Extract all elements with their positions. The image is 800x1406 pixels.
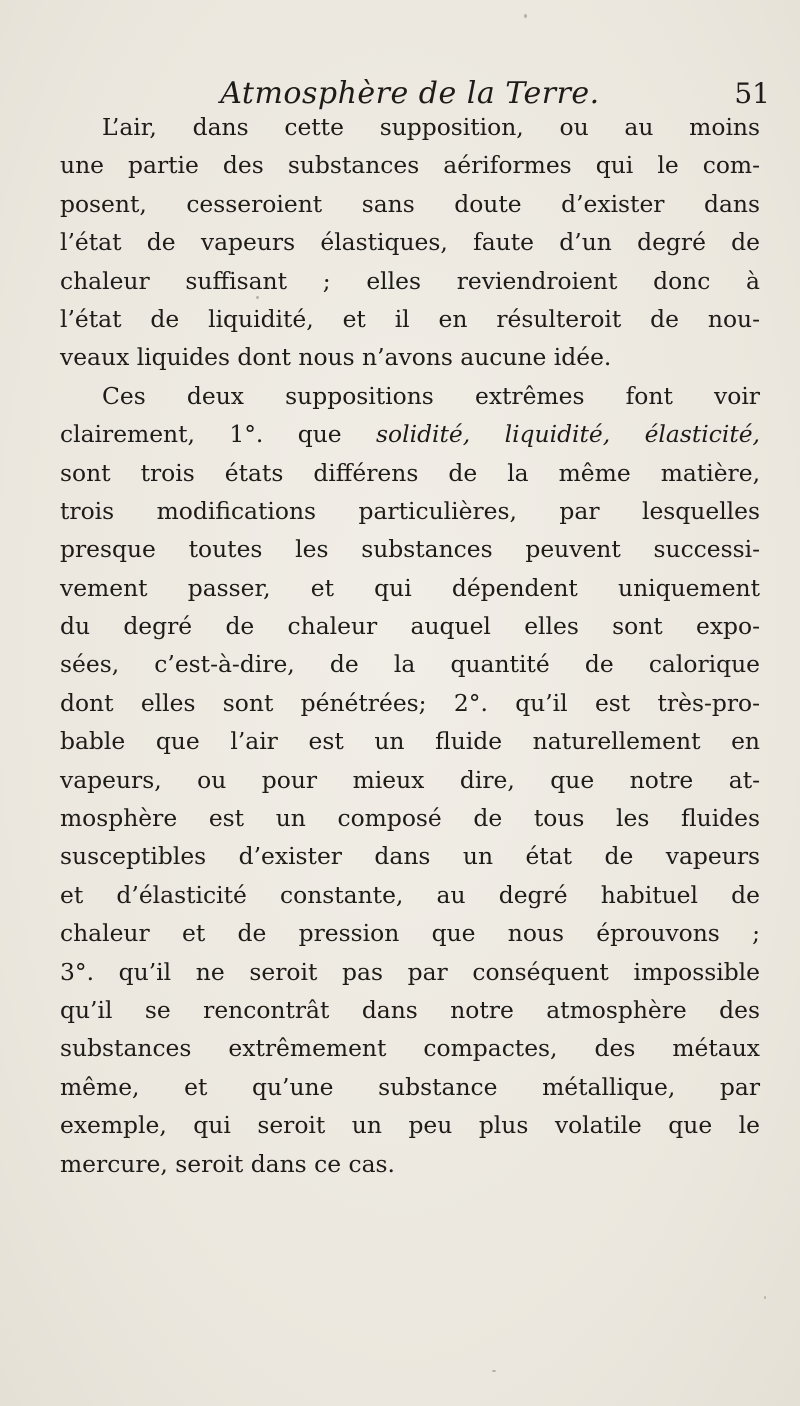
text-line: exemple, qui seroit un peu plus volatile que le <box>60 1111 760 1140</box>
paper-speck <box>524 14 527 18</box>
paper-speck <box>492 1370 496 1372</box>
text-line <box>60 415 760 453</box>
text-line: vapeurs, ou pour mieux dire, que notre at- <box>60 765 760 794</box>
page-number: 51 <box>734 77 770 110</box>
text-line: bable que l’air est un fluide naturellement en <box>60 727 760 756</box>
text-line: sées, c’est-à-dire, de la quantité de calorique <box>60 650 760 679</box>
text-line: chaleur et de pression que nous éprouvons ; <box>60 919 760 948</box>
text-line: chaleur suffisant ; elles reviendroient donc à <box>60 266 760 295</box>
text-line: qu’il se rencontrât dans notre atmosphère des <box>60 995 760 1024</box>
text-line: et d’élasticité constante, au degré habituel de <box>60 880 760 909</box>
text-line: du degré de chaleur auquel elles sont expo- <box>60 612 760 641</box>
text-line: trois modifications particulières, par lesquelles <box>60 496 760 525</box>
text-line: susceptibles d’exister dans un état de vapeurs <box>60 842 760 871</box>
text-line: une partie des substances aériformes qui le com- <box>60 151 760 180</box>
text-line: presque toutes les substances peuvent successi- <box>60 535 760 564</box>
paper-speck <box>764 1296 766 1299</box>
text-line: 3°. qu’il ne seroit pas par conséquent impossible <box>60 957 760 986</box>
text-line: même, et qu’une substance métallique, par <box>60 1072 760 1101</box>
text-line: Ces deux suppositions extrêmes font voir <box>102 381 760 410</box>
body-text <box>60 108 760 1183</box>
text-line: l’état de liquidité, et il en résulteroit de nou- <box>60 304 760 333</box>
text-line: substances extrêmement compactes, des métaux <box>60 1034 760 1063</box>
text-line: dont elles sont pénétrées; 2°. qu’il est très-pro- <box>60 688 760 717</box>
emphasized-text: solidité, liquidité, élasticité, <box>376 420 760 449</box>
text-line: vement passer, et qui dépendent uniquement <box>60 573 760 602</box>
text-line: mercure, seroit dans ce cas. <box>60 1149 395 1178</box>
text-line: posent, cesseroient sans doute d’exister dans <box>60 189 760 218</box>
text-fragment: clairement, 1°. que <box>60 420 377 449</box>
text-line: sont trois états différens de la même matière, <box>60 458 760 487</box>
text-line: l’état de vapeurs élastiques, faute d’un degré de <box>60 228 760 257</box>
running-title: Atmosphère de la Terre. <box>220 76 600 111</box>
text-line: veaux liquides dont nous n’avons aucune idée. <box>60 343 612 372</box>
text-line: mosphère est un composé de tous les fluides <box>60 804 760 833</box>
text-line: L’air, dans cette supposition, ou au moins <box>102 113 760 141</box>
